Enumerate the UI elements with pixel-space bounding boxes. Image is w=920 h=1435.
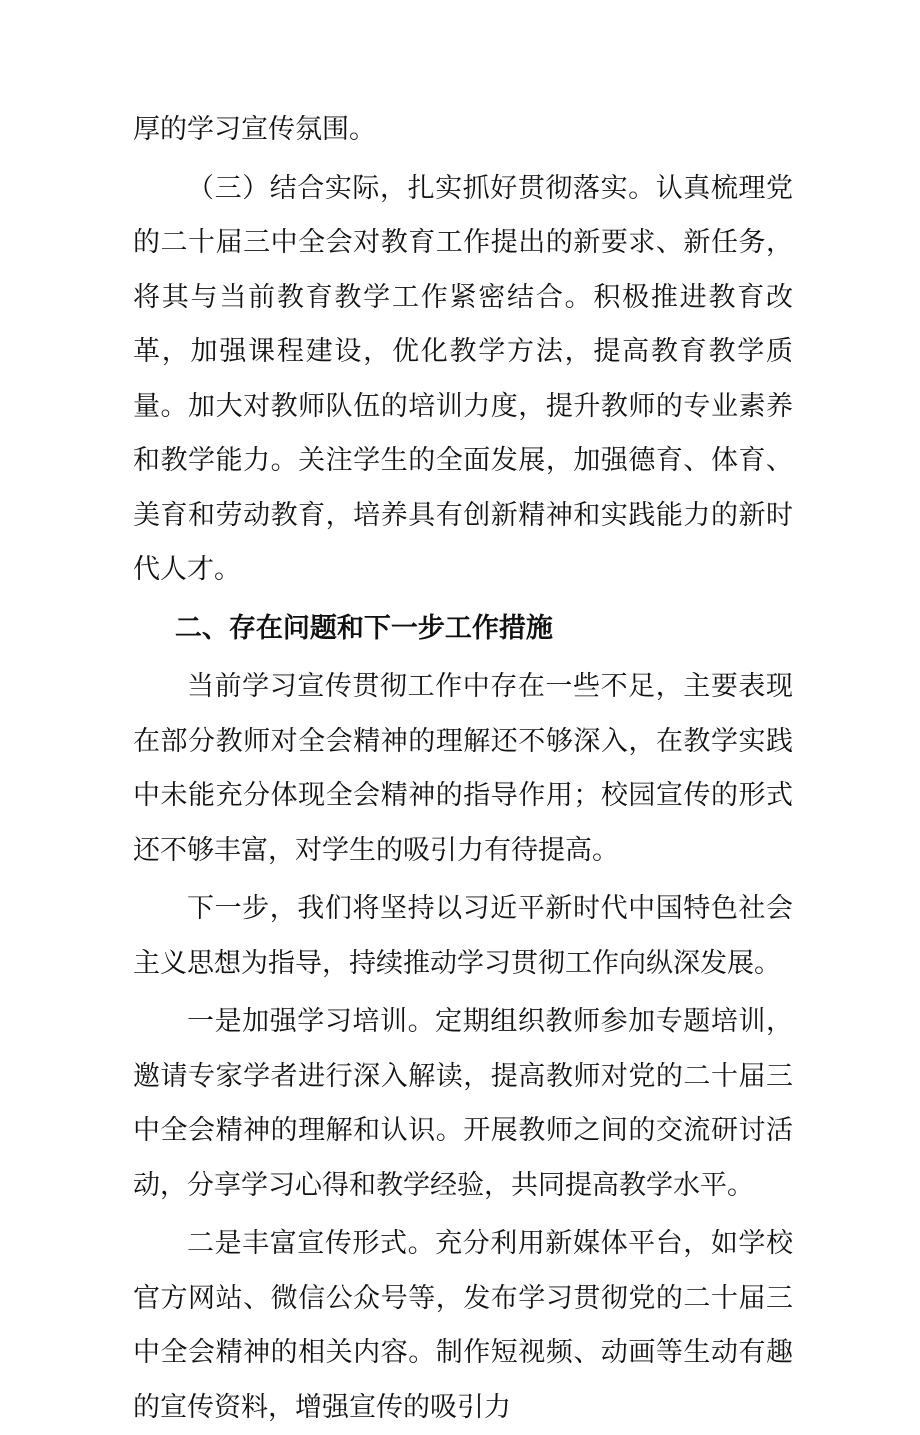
document-body [133, 103, 793, 1435]
paragraph-next-steps: 下一步，我们将坚持以习近平新时代中国特色社会主义思想为指导，持续推动学习贯彻工作向纵深发展。 [133, 893, 793, 979]
section-heading: 二、存在问题和下一步工作措施 [174, 612, 553, 644]
paragraph-problems: 当前学习宣传贯彻工作中存在一些不足，主要表现在部分教师对全会精神的理解还不够深入，在教学实践中未能充分体现全会精神的指导作用；校园宣传的形式还不够丰富，对学生的吸引力有待提高。 [133, 671, 793, 866]
paragraph-implementation: （三）结合实际，扎实抓好贯彻落实。认真梳理党的二十届三中全会对教育工作提出的新要求、新任务，将其与当前教育教学工作紧密结合。积极推进教育改革，加强课程建设，优化教学方法，提高教育教学质量。加大对教师队伍的培训力度，提升教师的专业素养和教学能力。关注学生的全面发展，加强德育、体育、美育和劳动教育，培养具有创新精神和实践能力的新时代人才。 [133, 172, 793, 585]
paragraph-training: 一是加强学习培训。定期组织教师参加专题培训，邀请专家学者进行深入解读，提高教师对党的二十届三中全会精神的理解和认识。开展教师之间的交流研讨活动，分享学习心得和教学经验，共同提高教学水平。 [133, 1006, 793, 1201]
paragraph-publicity: 二是丰富宣传形式。充分利用新媒体平台，如学校官方网站、微信公众号等，发布学习贯彻党的二十届三中全会精神的相关内容。制作短视频、动画等生动有趣的宣传资料，增强宣传的吸引力 [133, 1228, 793, 1423]
paragraph-continuation: 厚的学习宣传氛围。 [133, 114, 376, 145]
